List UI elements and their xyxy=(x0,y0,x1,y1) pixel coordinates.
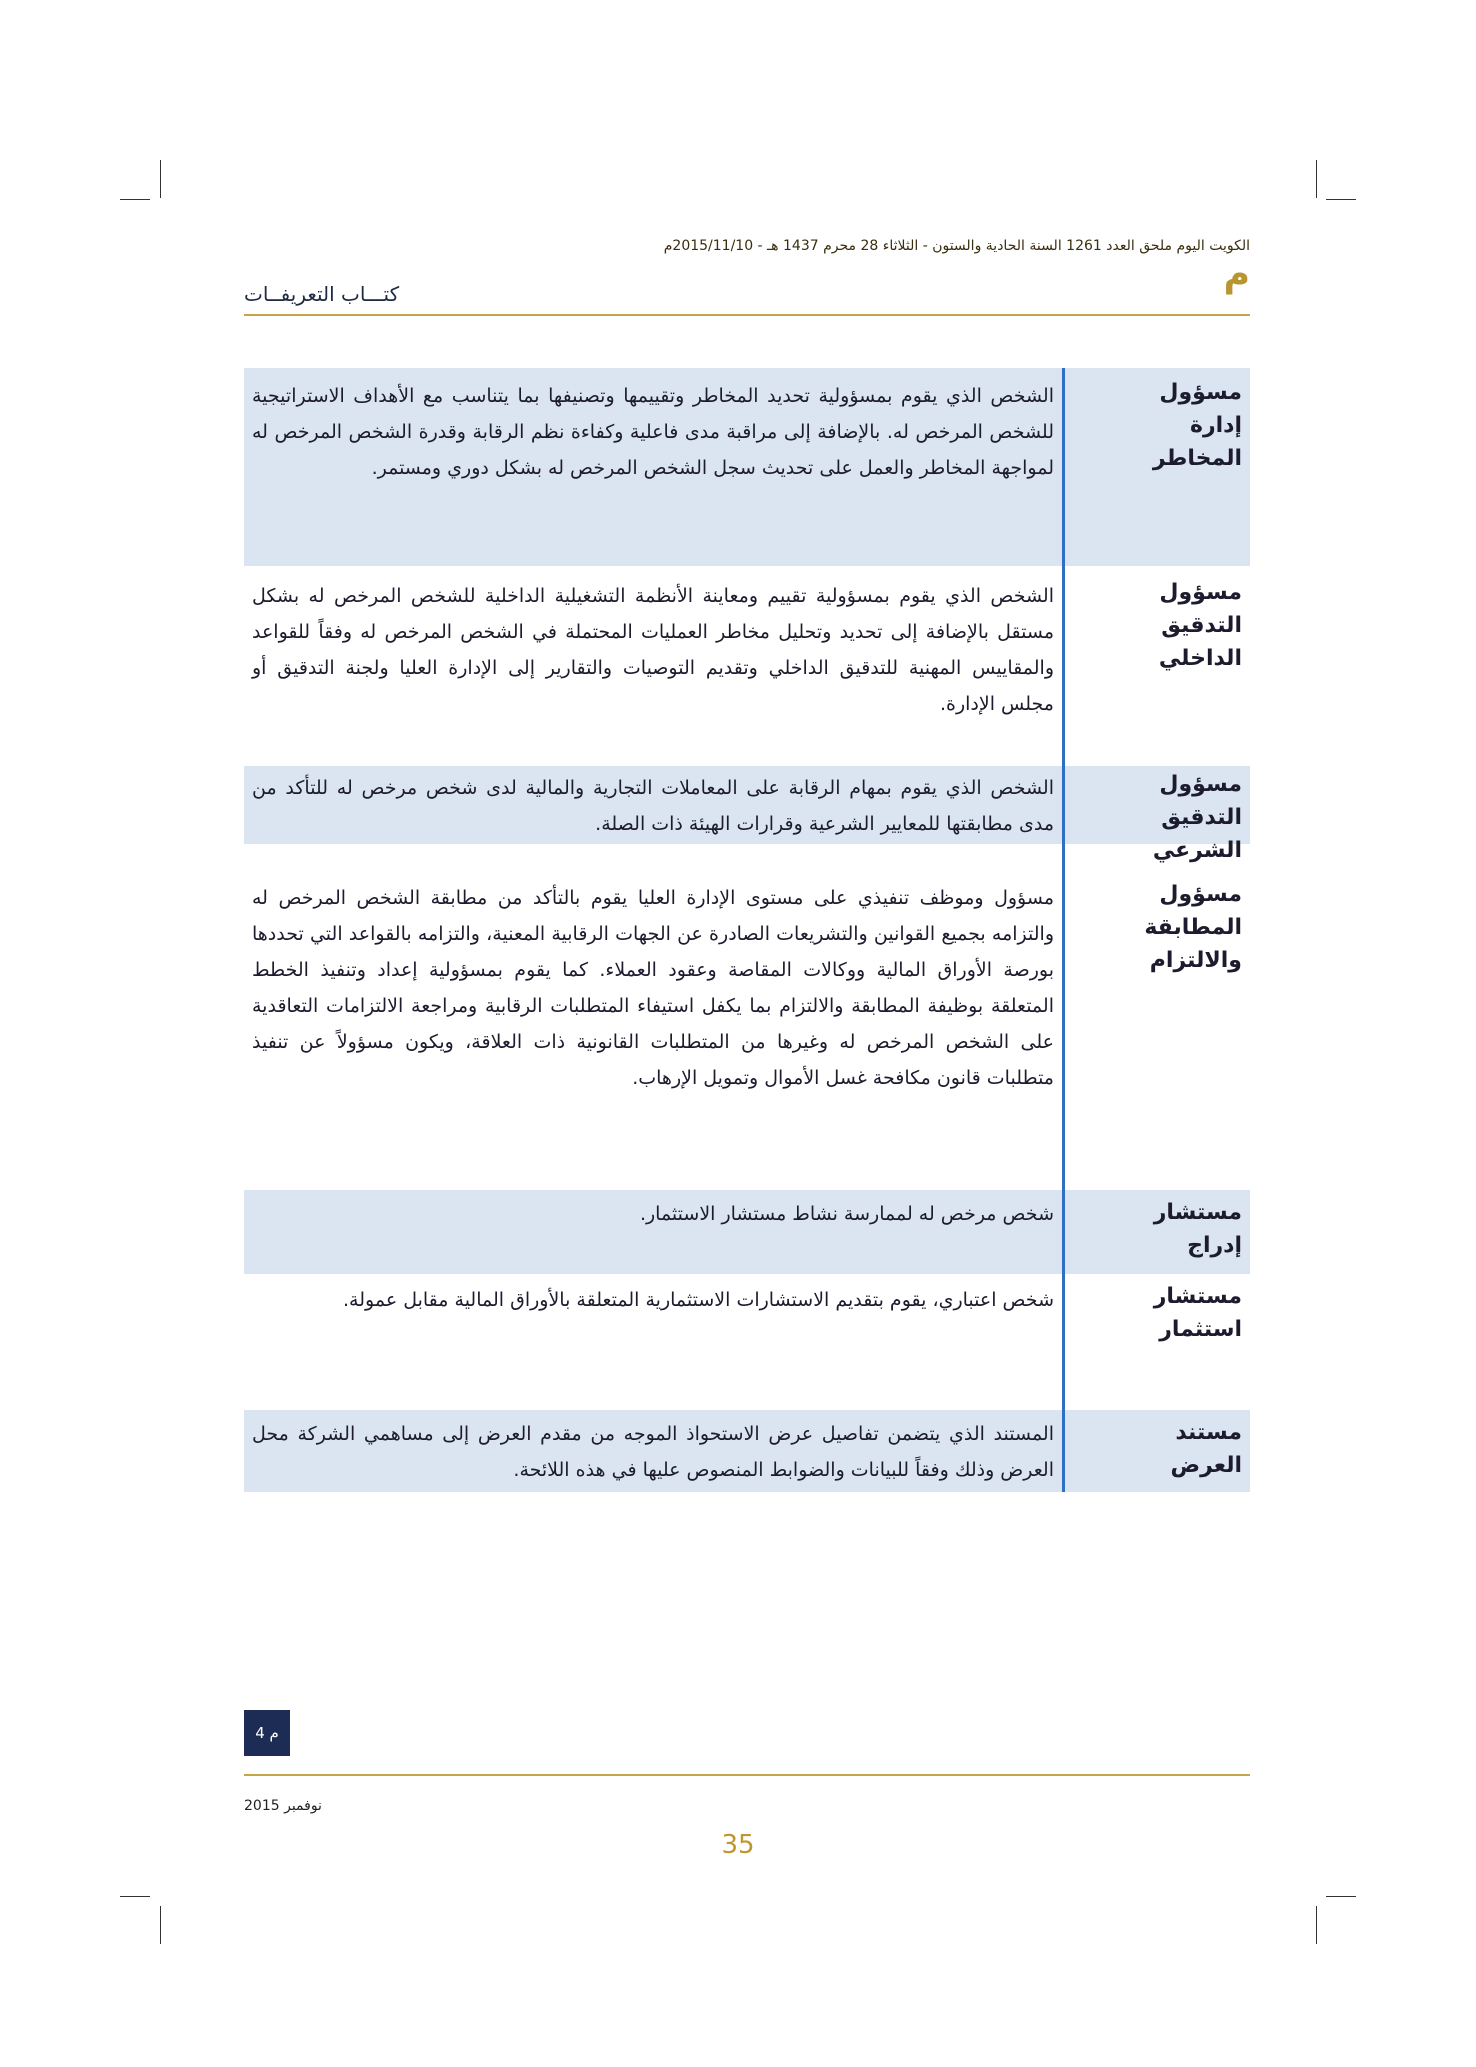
table-row xyxy=(244,1190,1250,1274)
footer-rule xyxy=(244,1774,1250,1776)
header-rule xyxy=(244,314,1250,316)
crop-mark xyxy=(1316,160,1317,198)
definition-term: مسؤول التدقيق الشرعي xyxy=(1152,772,1242,863)
definition-term: مستشار استثمار xyxy=(1153,1284,1242,1342)
book-title: كتـــاب التعريفــات xyxy=(244,282,400,306)
definition-text: المستند الذي يتضمن تفاصيل عرض الاستحواذ الموجه من مقدم العرض إلى مساهمي الشركة محل العرض وذلك وفقاً للبيانات والضوابط المنصوص عليها في هذه اللائحة. xyxy=(252,1423,1054,1481)
definition-text: الشخص الذي يقوم بمسؤولية تقييم ومعاينة الأنظمة التشغيلية الداخلية للشخص المرخص له بشكل مستقل بالإضافة إلى تحديد وتحليل مخاطر العمليات المحتملة في الشخص المرخص له وفقاً للقواعد والمقاييس المهنية للتدقيق الداخلي وتقديم التوصيات والتقارير إلى الإدارة العليا ولجنة التدقيق أو مجلس الإدارة. xyxy=(252,585,1054,715)
page-number: 35 xyxy=(721,1830,755,1860)
definition-text: مسؤول وموظف تنفيذي على مستوى الإدارة العليا يقوم بالتأكد من مطابقة الشخص المرخص له والتزامه بجميع القوانين والتشريعات الصادرة عن الجهات الرقابية المعنية، والتزامه بالقواعد التي تحددها بورصة الأوراق المالية ووكالات المقاصة وعقود العملاء. كما يقوم بمسؤولية إعداد وتنفيذ الخطط المتعلقة بوظيفة المطابقة والالتزام بما يكفل استيفاء المتطلبات الرقابية ومراجعة الالتزامات التعاقدية على الشخص المرخص له وغيرها من المتطلبات القانونية ذات العلاقة، ويكون مسؤولاً عن تنفيذ متطلبات قانون مكافحة غسل الأموال وتمويل الإرهاب. xyxy=(252,887,1054,1089)
table-row xyxy=(244,566,1250,766)
table-row xyxy=(244,872,1250,1142)
definition-text: شخص اعتباري، يقوم بتقديم الاستشارات الاستثمارية المتعلقة بالأوراق المالية مقابل عمولة. xyxy=(343,1289,1054,1311)
issue-line: الكويت اليوم ملحق العدد 1261 السنة الحادية والستون - الثلاثاء 28 محرم 1437 هـ - 2015/11/10م xyxy=(663,238,1250,254)
definition-term: مستند العرض xyxy=(1170,1420,1242,1478)
crop-mark xyxy=(1326,1896,1356,1897)
definition-term: مسؤول إدارة المخاطر xyxy=(1152,380,1242,471)
footer-date: نوفمبر 2015 xyxy=(244,1798,322,1814)
crop-mark xyxy=(160,160,161,198)
table-divider xyxy=(1062,368,1065,1492)
brand-mark-logo: م xyxy=(1223,254,1250,295)
crop-mark xyxy=(120,1896,150,1897)
table-row xyxy=(244,1274,1250,1388)
table-row xyxy=(244,766,1250,863)
definition-text: شخص مرخص له لممارسة نشاط مستشار الاستثمار. xyxy=(639,1203,1054,1225)
crop-mark xyxy=(1316,1906,1317,1944)
page-badge: م 4 xyxy=(244,1710,290,1756)
definition-term: مستشار إدراج xyxy=(1153,1200,1242,1258)
definition-term: مسؤول المطابقة والالتزام xyxy=(1144,882,1242,973)
crop-mark xyxy=(120,199,150,200)
table-row xyxy=(244,1410,1250,1492)
crop-mark xyxy=(160,1906,161,1944)
definition-text: الشخص الذي يقوم بمسؤولية تحديد المخاطر وتقييمها وتصنيفها بما يتناسب مع الأهداف الاستراتيجية للشخص المرخص له. بالإضافة إلى مراقبة مدى فاعلية وكفاءة نظم الرقابة وقدرة الشخص المرخص له لمواجهة المخاطر والعمل على تحديث سجل الشخص المرخص له بشكل دوري ومستمر. xyxy=(252,385,1054,479)
definition-text: الشخص الذي يقوم بمهام الرقابة على المعاملات التجارية والمالية لدى شخص مرخص له للتأكد من مدى مطابقتها للمعايير الشرعية وقرارات الهيئة ذات الصلة. xyxy=(252,777,1054,835)
definition-term: مسؤول التدقيق الداخلي xyxy=(1158,580,1242,671)
table-row xyxy=(244,368,1250,566)
crop-mark xyxy=(1326,199,1356,200)
